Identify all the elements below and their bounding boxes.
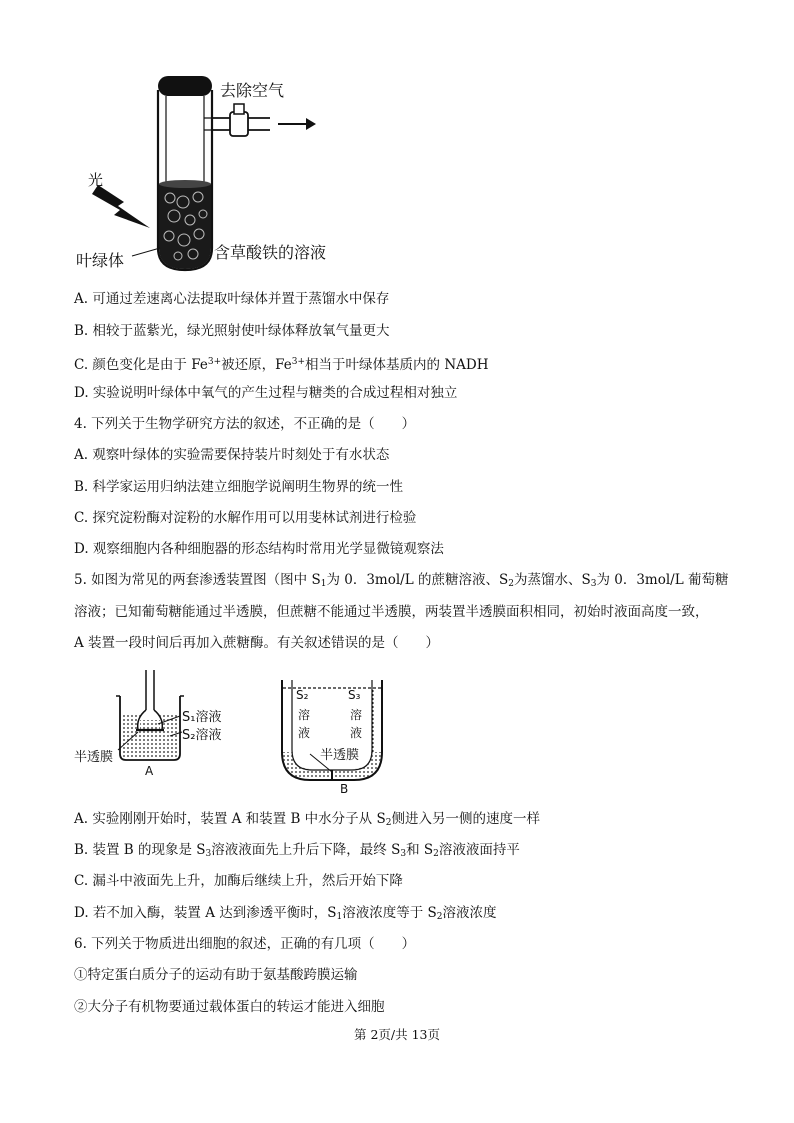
s2-ye-label: 液 <box>298 726 311 740</box>
q5-option-b-sub-3: 2 <box>433 849 439 859</box>
q5-option-b-sub-2: 3 <box>400 849 407 859</box>
q5-sub-2: 2 <box>508 579 514 589</box>
label-ferric-oxalate-solution: 含草酸铁的溶液 <box>214 243 327 262</box>
q5-sub-1: 1 <box>320 579 327 589</box>
q5-option-b-text-3: 和 S <box>406 842 434 858</box>
q3-option-b: B. 相较于蓝紫光，绿光照射使叶绿体释放氧气量更大 <box>74 323 390 339</box>
q5-option-a <box>74 810 540 832</box>
q5-option-a-text-2: 侧进入另一侧的速度一样 <box>391 811 540 827</box>
q5-option-b <box>74 841 520 863</box>
q4-stem: 4. 下列关于生物学研究方法的叙述，不正确的是（ ） <box>74 416 416 432</box>
q6-item-2: ②大分子有机物要通过载体蛋白的转运才能进入细胞 <box>74 999 385 1015</box>
q5-option-d-sub-2: 2 <box>436 912 443 922</box>
label-remove-air: 去除空气 <box>220 81 285 100</box>
q5-option-d-sub-1: 1 <box>336 912 343 922</box>
page-footer: 第 2页/共 13页 <box>353 1027 441 1042</box>
figure-osmosis-apparatus <box>70 666 410 796</box>
q4-option-d: D. 观察细胞内各种细胞器的形态结构时常用光学显微镜观察法 <box>74 541 444 557</box>
q5-stem-text-3: 为蒸馏水、S <box>513 572 591 588</box>
q3-option-c-text-3: 相当于叶绿体基质内的 NADH <box>305 357 489 373</box>
q3-option-c-sup-1: 3+ <box>207 357 222 367</box>
label-light: 光 <box>88 171 104 189</box>
q3-option-a: A. 可通过差速离心法提取叶绿体并置于蒸馏水中保存 <box>74 291 390 307</box>
q5-option-b-text-4: 溶液液面持平 <box>438 842 520 858</box>
q5-option-a-sub: 2 <box>385 818 392 828</box>
q5-option-d <box>74 904 497 926</box>
s3-ye-label: 液 <box>350 726 363 740</box>
q6-stem: 6. 下列关于物质进出细胞的叙述，正确的有几项（ ） <box>74 936 416 952</box>
apparatus-b-label: B <box>340 782 349 796</box>
q5-option-d-text-1: D. 若不加入酶，装置 A 达到渗透平衡时，S <box>74 905 337 921</box>
s1-solution-label: S₁溶液 <box>182 710 222 725</box>
q5-option-a-text-1: A. 实验刚刚开始时，装置 A 和装置 B 中水分子从 S <box>74 811 386 827</box>
q5-stem-line1 <box>74 571 728 593</box>
label-chloroplast: 叶绿体 <box>76 251 125 270</box>
q5-stem-line3: A 装置一段时间后再加入蔗糖酶。有关叙述错误的是（ ） <box>74 635 440 651</box>
membrane-label-a: 半透膜 <box>74 750 114 765</box>
s2-label-b: S₂ <box>296 688 309 702</box>
q5-stem-text-4: 为 0．3mol/L 葡萄糖 <box>596 572 729 588</box>
s3-rong-label: 溶 <box>350 708 363 722</box>
q5-stem-text-1: 5. 如图为常见的两套渗透装置图（图中 S <box>74 572 321 588</box>
q5-stem-line2: 溶液；已知葡萄糖能通过半透膜，但蔗糖不能通过半透膜，两装置半透膜面积相同，初始时液面高度一致， <box>74 604 709 620</box>
figure-chloroplast-apparatus <box>70 70 370 280</box>
q5-option-b-text-1: B. 装置 B 的现象是 S <box>74 842 206 858</box>
q4-option-a: A. 观察叶绿体的实验需要保持装片时刻处于有水状态 <box>74 447 390 463</box>
membrane-label-b: 半透膜 <box>320 748 360 763</box>
q3-option-d: D. 实验说明叶绿体中氧气的产生过程与糖类的合成过程相对独立 <box>74 385 458 401</box>
s2-solution-label: S₂溶液 <box>182 728 222 743</box>
q3-option-c-text-1: C. 颜色变化是由于 Fe <box>74 357 208 373</box>
q4-option-b: B. 科学家运用归纳法建立细胞学说阐明生物界的统一性 <box>74 479 404 495</box>
q3-option-c-sup-2: 3+ <box>291 357 306 367</box>
apparatus-a-label: A <box>145 764 154 778</box>
q6-item-1: ①特定蛋白质分子的运动有助于氨基酸跨膜运输 <box>74 967 358 983</box>
q4-option-c: C. 探究淀粉酶对淀粉的水解作用可以用斐林试剂进行检验 <box>74 510 417 526</box>
q5-option-b-text-2: 溶液液面先上升后下降，最终 S <box>211 842 401 858</box>
q5-option-d-text-3: 溶液浓度 <box>442 905 497 921</box>
q3-option-c-text-2: 被还原，Fe <box>221 357 292 373</box>
s3-label-b: S₃ <box>348 688 361 702</box>
s2-rong-label: 溶 <box>298 708 311 722</box>
q5-stem-text-2: 为 0．3mol/L 的蔗糖溶液、S <box>326 572 509 588</box>
q5-option-c: C. 漏斗中液面先上升，加酶后继续上升，然后开始下降 <box>74 873 403 889</box>
q5-sub-3: 3 <box>590 579 597 589</box>
q5-option-b-sub-1: 3 <box>205 849 212 859</box>
q5-option-d-text-2: 溶液浓度等于 S <box>342 905 437 921</box>
q3-option-c <box>74 353 488 374</box>
